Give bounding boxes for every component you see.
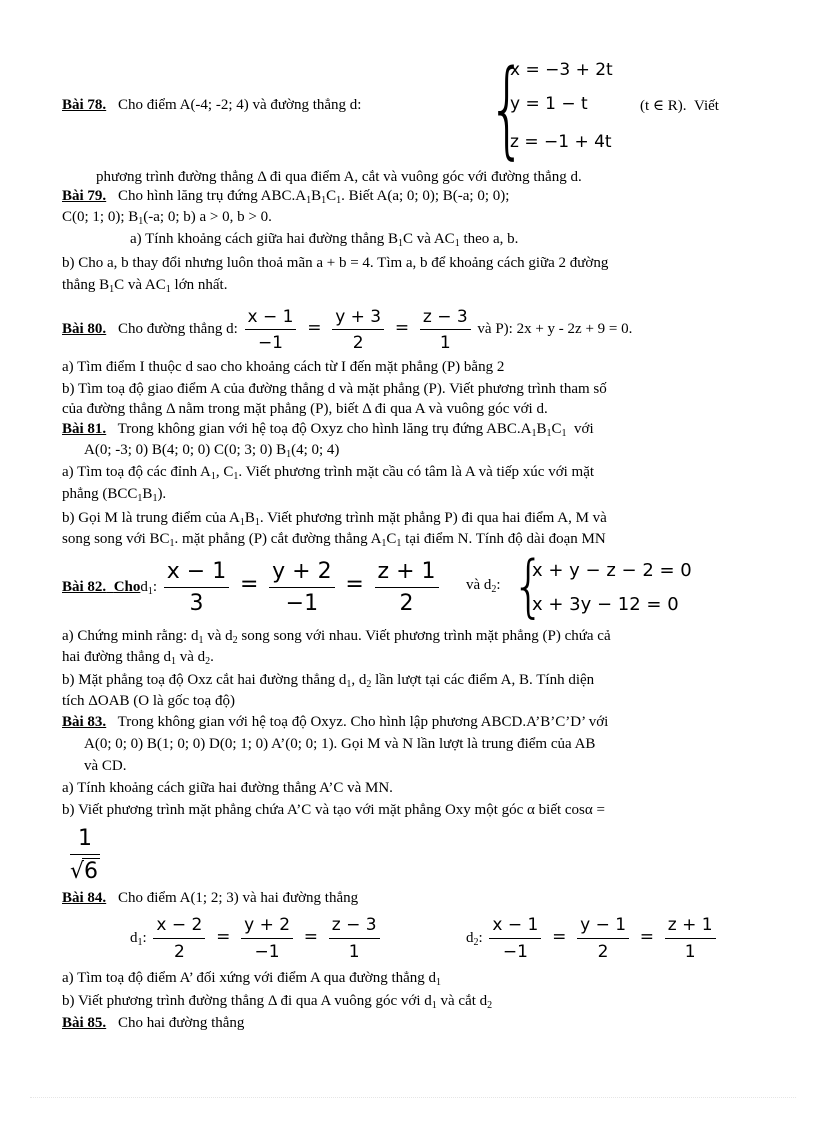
equation-system-d: { x = −3 + 2t y = 1 − t z = −1 + 4t [488, 48, 613, 171]
question-b: b) Mặt phẳng toạ độ Oxz cắt hai đường thẳng $d_1$, $d_2$ lần lượt tại các điểm A, B. Tính diện [62, 672, 595, 690]
system-line: x = −3 + 2t [510, 60, 613, 80]
question-b: b) Tìm toạ độ giao điểm A của đường thẳng d và mặt phẳng (P). Viết phương trình tham số [62, 381, 607, 397]
page-bottom-border [30, 1097, 796, 1098]
param-note: (t ∈ R). Viết [640, 98, 719, 114]
problem-label: Bài 80. [62, 321, 107, 337]
problem-85-heading: Bài 85. Cho hai đường thẳng [62, 1015, 245, 1031]
problem-label: Bài 81. [62, 421, 107, 437]
question-b: thẳng $B_1C$ và $AC_1$ lớn nhất. [62, 277, 228, 295]
problem-label: Bài 85. [62, 1015, 107, 1031]
problem-text: A(0; -3; 0) B(4; 0; 0) C(0; 3; 0) $B_1(4$; 0; 4) [84, 442, 340, 460]
question-b: của đường thẳng Δ nằm trong mặt phẳng (P), biết Δ đi qua A và vuông góc với d. [62, 401, 548, 417]
problem-label: Bài 78. [62, 97, 107, 113]
problem-label: Bài 84. [62, 890, 107, 906]
problem-label: Bài 83. [62, 714, 107, 730]
d2-label: và $d_2$: [466, 577, 501, 595]
problem-text: Cho điểm A(-4; -2; 4) và đường thẳng d: [117, 97, 362, 113]
problem-78-heading [62, 96, 361, 114]
fraction: $\frac{y + 2}{-1}$ [269, 559, 334, 617]
fraction: $\frac{z + 1}{1}$ [665, 915, 716, 963]
fraction: $\frac{y + 2}{-1}$ [241, 915, 293, 963]
problem-79-heading: Bài 79. Cho hình lăng trụ đứng $ABC.A_1B_1C_1$. Biết A(a; 0; 0); B(-a; 0; 0); [62, 188, 510, 206]
question-a: a) Chứng minh rằng: $d_1$ và $d_2$ song song với nhau. Viết phương trình mặt phẳng (P) chứa cả [62, 628, 611, 646]
question-a: a) Tìm toạ độ các đỉnh $A_1$, $C_1$. Viết phương trình mặt cầu có tâm là A và tiếp xúc với mặt [62, 464, 595, 482]
system-line: z = −1 + 4t [510, 132, 612, 152]
question-a: a) Tìm điểm I thuộc d sao cho khoảng cách từ I đến mặt phẳng (P) bằng 2 [62, 359, 505, 375]
question-a: a) Tìm toạ độ điểm A’ đối xứng với điểm A qua đường thẳng $d_1$ [62, 970, 442, 988]
problem-83-heading: Bài 83. Trong không gian với hệ toạ độ Oxyz. Cho hình lập phương ABCD.A’B’C’D’ với [62, 714, 609, 730]
question-a: hai đường thẳng $d_1$ và $d_2$. [62, 649, 214, 667]
equation-system-d2: { x + y − z − 2 = 0 x + 3y − 12 = 0 [512, 548, 692, 626]
question-a: phẳng $(BCC_1B_1)$. [62, 486, 167, 504]
system-line: y = 1 − t [510, 94, 588, 114]
problem-label: Bài 79. [62, 188, 107, 204]
problem-81-heading: Bài 81. Trong không gian với hệ toạ độ Oxyz cho hình lăng trụ đứng $ABC.A_1B_1C_1$ với [62, 421, 594, 439]
question-b: b) Viết phương trình đường thẳng Δ đi qua A vuông góc với $d_1$ và cắt $d_2$ [62, 993, 493, 1011]
problem-text: C(0; 1; 0); $B_1(-a$; 0; b) a > 0, b > 0. [62, 209, 272, 227]
problem-text: phương trình đường thẳng Δ đi qua điểm A, cắt và vuông góc với đường thẳng d. [96, 169, 582, 185]
fraction-cos: $\frac{1}{√6}$ [70, 826, 99, 884]
fraction: $\frac{y + 3}{2}$ [332, 307, 384, 353]
question-a: a) Tính khoảng cách giữa hai đường thẳng A’C và MN. [62, 780, 393, 796]
problem-text: và CD. [84, 758, 127, 774]
line-d2: $d_2$: $\frac{x - 1}{-1}$ = $\frac{y - 1}{2}$ = $\frac{z + 1}{1}$ [466, 912, 719, 963]
question-b: song song với $BC_1$. mặt phẳng (P) cắt đường thẳng $A_1C_1$ tại điểm N. Tính độ dài đoạn MN [62, 531, 606, 549]
fraction: $\frac{y - 1}{2}$ [577, 915, 629, 963]
problem-label: Bài 82. Cho [62, 579, 141, 595]
system-line: x + 3y − 12 = 0 [532, 594, 679, 615]
problem-84-heading: Bài 84. Cho điểm A(1; 2; 3) và hai đường thẳng [62, 890, 359, 906]
question-a: a) Tính khoảng cách giữa hai đường thẳng $B_1C$ và $AC_1$ theo a, b. [130, 231, 519, 249]
problem-text: A(0; 0; 0) B(1; 0; 0) D(0; 1; 0) A’(0; 0; 1). Gọi M và N lần lượt là trung điểm của AB [84, 736, 596, 752]
fraction: $\frac{x - 2}{2}$ [153, 915, 205, 963]
fraction: $\frac{z - 3}{1}$ [420, 307, 471, 353]
question-b: tích ΔOAB (O là gốc toạ độ) [62, 693, 235, 709]
question-b: b) Viết phương trình mặt phẳng chứa A’C và tạo với mặt phẳng Oxy một góc α biết cosα = [62, 802, 605, 818]
fraction: $\frac{x - 1}{-1}$ [489, 915, 541, 963]
problem-82-heading: Bài 82. Chod$_1$: $\frac{x - 1}{3}$ = $\frac{y + 2}{-1}$ = $\frac{z + 1}{2}$ [62, 555, 442, 617]
fraction: $\frac{x - 1}{-1}$ [245, 307, 297, 353]
system-line: x + y − z − 2 = 0 [532, 560, 692, 581]
line-d1: $d_1$: $\frac{x - 2}{2}$ = $\frac{y + 2}{-1}$ = $\frac{z - 3}{1}$ [130, 912, 383, 963]
question-b: b) Cho a, b thay đổi nhưng luôn thoả mãn a + b = 4. Tìm a, b để khoảng cách giữa 2 đường [62, 255, 609, 271]
fraction: $\frac{z - 3}{1}$ [329, 915, 380, 963]
fraction: $\frac{z + 1}{2}$ [375, 559, 439, 617]
question-b: b) Gọi M là trung điểm của $A_1B_1$. Viết phương trình mặt phẳng P) đi qua hai điểm A, M và [62, 510, 607, 528]
problem-80-heading: Bài 80. Cho đường thẳng d: $\frac{x - 1}{-1}$ = $\frac{y + 3}{2}$ = $\frac{z - 3}{1}$ và P): 2x + y - 2z + 9 = 0. [62, 306, 633, 353]
fraction: $\frac{x - 1}{3}$ [164, 559, 229, 617]
